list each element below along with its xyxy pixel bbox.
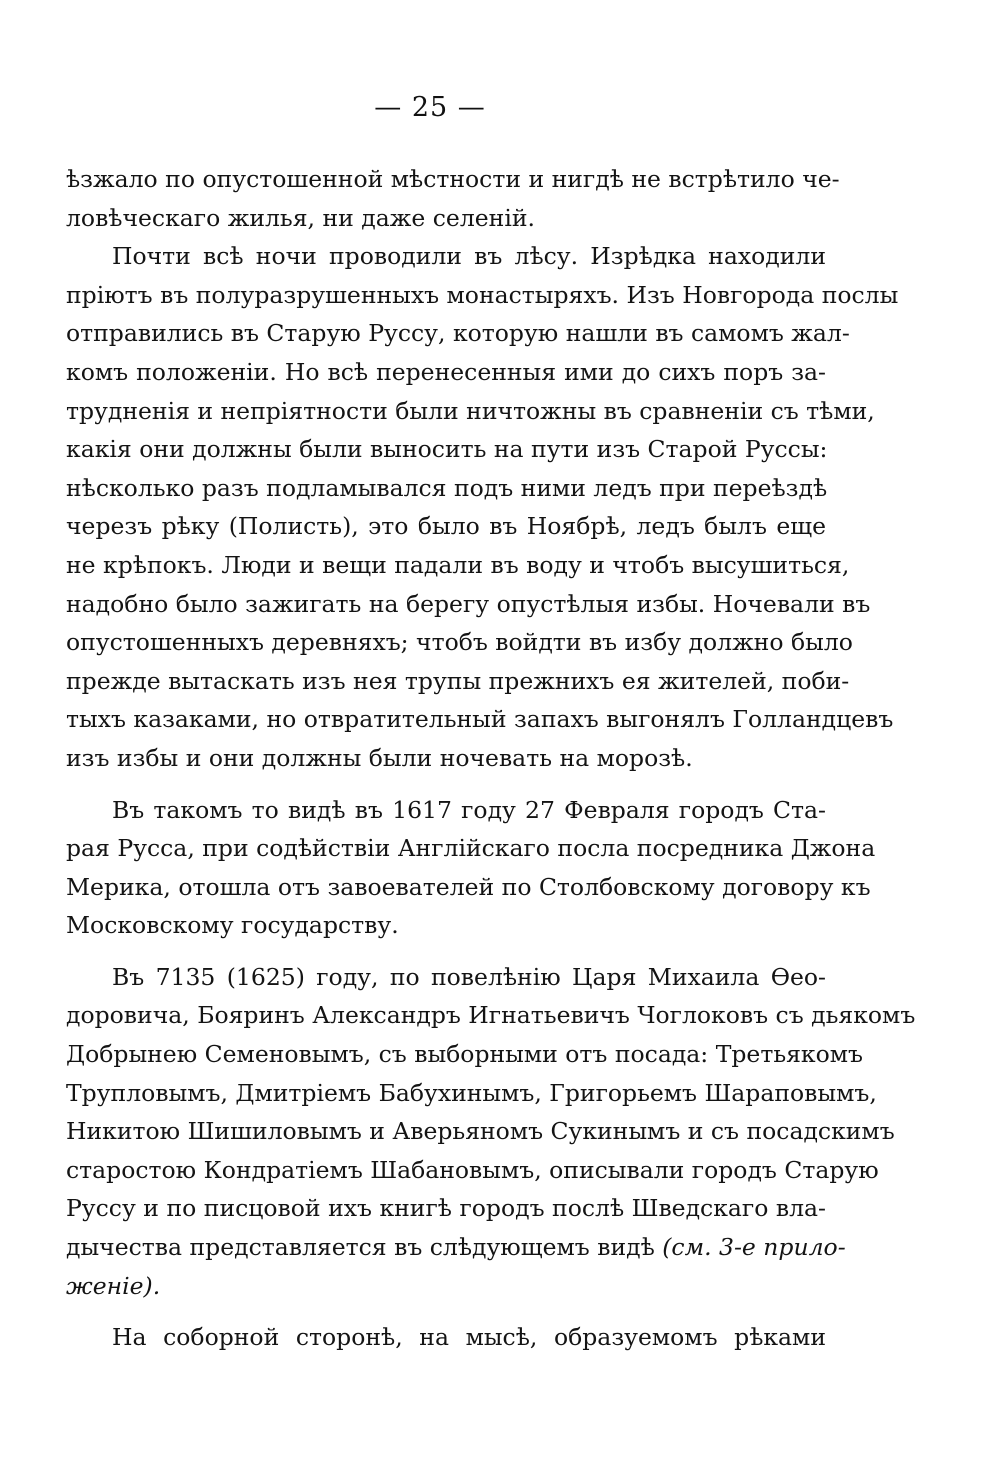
text-line: ѣзжало по опустошенной мѣстности и нигдѣ не встрѣтило че- bbox=[66, 165, 840, 193]
text-line: На соборной сторонѣ, на мысѣ, образуемомъ рѣками bbox=[112, 1323, 826, 1352]
text-fragment: дычества представляется въ слѣдующемъ видѣ bbox=[66, 1233, 655, 1262]
text-line: Трупловымъ, Дмитріемъ Бабухинымъ, Григорьемъ Шараповымъ, bbox=[66, 1078, 877, 1107]
paragraph-gap bbox=[66, 945, 826, 958]
text-line bbox=[66, 1228, 846, 1267]
text-line: нѣсколько разъ подламывался подъ ними ледъ при переѣздѣ bbox=[66, 473, 828, 502]
text-line: трудненія и непріятности были ничтожны въ сравненіи съ тѣми, bbox=[66, 396, 875, 425]
text-line: пріютъ въ полуразрушенныхъ монастыряхъ. Изъ Новгорода послы bbox=[66, 280, 899, 309]
text-line: не крѣпокъ. Люди и вещи падали въ воду и чтобъ высушиться, bbox=[66, 550, 850, 579]
text-line: надобно было зажигать на берегу опустѣлыя избы. Ночевали въ bbox=[66, 589, 871, 618]
text-line: отправились въ Старую Руссу, которую нашли въ самомъ жал- bbox=[66, 319, 850, 348]
text-line: какія они должны были выносить на пути изъ Старой Руссы: bbox=[66, 435, 828, 464]
text-line: старостою Кондратіемъ Шабановымъ, описывали городъ Старую bbox=[66, 1155, 879, 1184]
text-line: Въ такомъ то видѣ въ 1617 году 27 Февраля городъ Ста- bbox=[112, 795, 826, 824]
text-line: ловѣческаго жилья, ни даже селеній. bbox=[66, 203, 535, 232]
page-number: — 25 — bbox=[374, 92, 486, 123]
appendix-reference: (см. 3-е прило- bbox=[662, 1233, 846, 1262]
text-line: изъ избы и они должны были ночевать на морозѣ. bbox=[66, 743, 693, 772]
appendix-reference-end: женіе). bbox=[66, 1271, 161, 1300]
text-line: Руссу и по писцовой ихъ книгѣ городъ послѣ Шведскаго вла- bbox=[66, 1194, 826, 1223]
paragraph-gap bbox=[66, 1305, 826, 1318]
paragraph-gap bbox=[66, 778, 826, 791]
text-line: прежде вытаскать изъ нея трупы прежнихъ ея жителей, поби- bbox=[66, 666, 850, 695]
text-line: Въ 7135 (1625) году, по повелѣнію Царя Михаила Ѳео- bbox=[112, 962, 826, 991]
text-line: комъ положеніи. Но всѣ перенесенныя ими до сихъ поръ за- bbox=[66, 357, 826, 386]
text-line: опустошенныхъ деревняхъ; чтобъ войдти въ избу должно было bbox=[66, 628, 853, 657]
text-line: доровича, Бояринъ Александръ Игнатьевичъ Чоглоковъ съ дьякомъ bbox=[66, 1001, 916, 1030]
text-line: Никитою Шишиловымъ и Аверьяномъ Сукинымъ и съ посадскимъ bbox=[66, 1117, 895, 1146]
text-line: тыхъ казаками, но отвратительный запахъ выгонялъ Голландцевъ bbox=[66, 705, 894, 734]
text-line: рая Русса, при содѣйствіи Англійскаго посла посредника Джона bbox=[66, 834, 876, 863]
body-text bbox=[66, 160, 916, 1357]
text-line: Добрынею Семеновымъ, съ выборными отъ посада: Третьякомъ bbox=[66, 1040, 864, 1069]
text-line: Мерика, отошла отъ завоевателей по Столбовскому договору къ bbox=[66, 872, 871, 901]
text-line: Московскому государству. bbox=[66, 911, 399, 940]
text-line: Почти всѣ ночи проводили въ лѣсу. Изрѣдка находили bbox=[112, 242, 826, 271]
text-line: черезъ рѣку (Полисть), это было въ Ноябрѣ, ледъ былъ еще bbox=[66, 512, 826, 541]
